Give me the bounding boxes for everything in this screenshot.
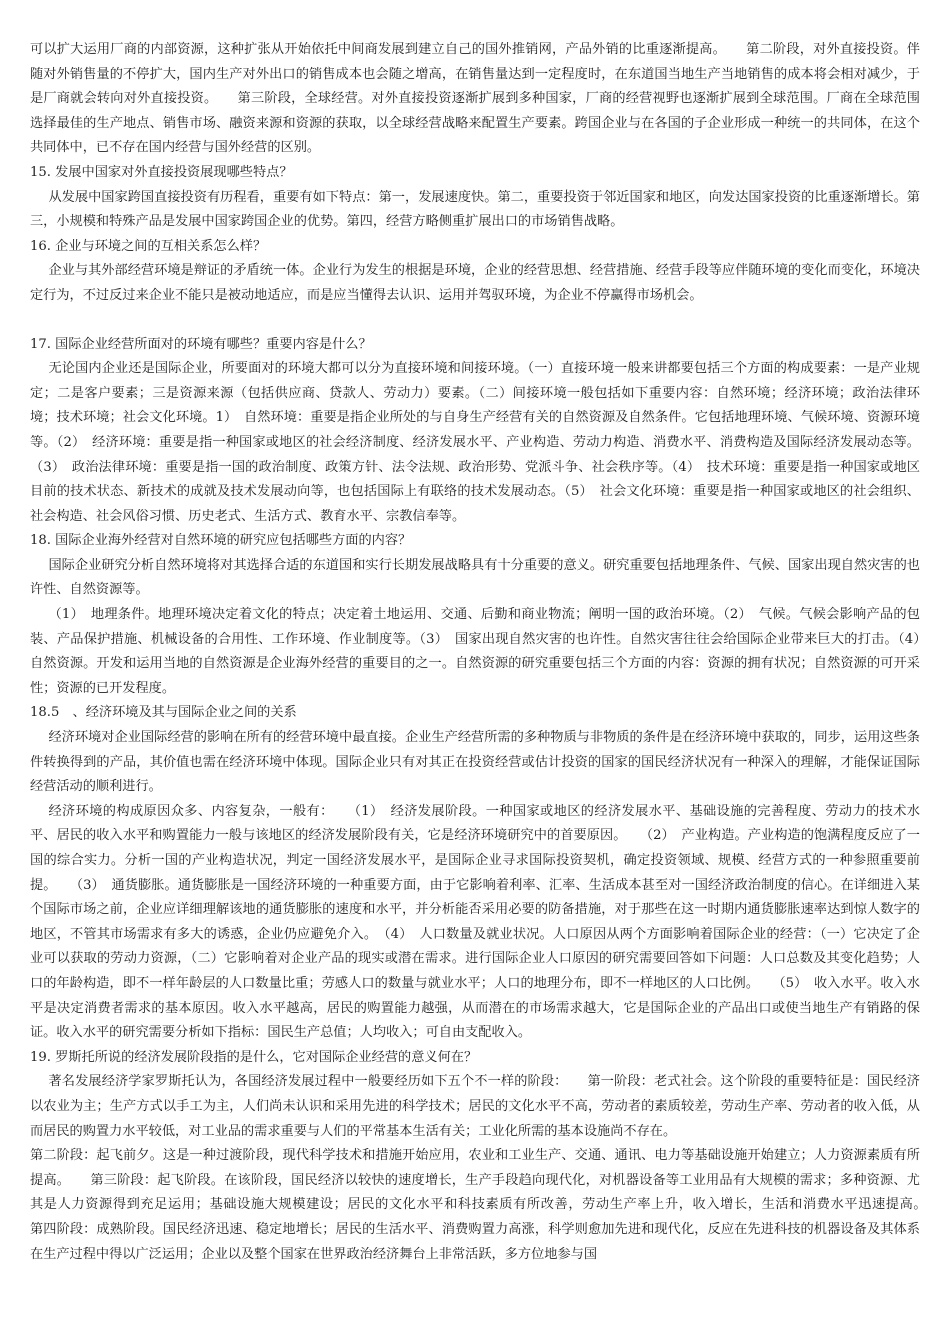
question-heading: 17. 国际企业经营所面对的环境有哪些？重要内容是什么？	[30, 336, 372, 352]
body-paragraph: 可以扩大运用厂商的内部资源，这种扩张从开始依托中间商发展到建立自己的国外推销网，产品外销的比重逐渐提高。 第二阶段，对外直接投资。伴随对外销售量的不停扩大，国内生产对外出口的销售成本也会随之增高，在销售量达到一定程度时，在东道国当地生产当地销售的成本将会相对减少，于是厂商就会转向对外直接投资。 第三阶段，全球经营。对外直接投资逐渐扩展到多种国家，厂商的经营视野也逐渐扩展到全球范围。厂商在全球范围选择最佳的生产地点、销售市场、融资来源和资源的获取，以全球经营战略来配置生产要素。跨国企业与在各国的子企业形成一种统一的共同体，在这个共同体中，已不存在国内经营与国外经营的区别。	[30, 42, 920, 156]
question-heading: 18.5 、经济环境及其与国际企业之间的关系	[30, 705, 297, 721]
body-paragraph: 第二阶段：起飞前夕。这是一种过渡阶段，现代科学技术和措施开始应用，农业和工业生产、交通、通讯、电力等基础设施开始建立；人力资源素质有所提高。 第三阶段：起飞阶段。在该阶段，国民经济以较快的速度增长，生产手段趋向现代化，对机器设备等工业用品有大规模的需求；多种资源、尤其是人力资源得到充足运用；基础设施大规模建设；居民的文化水平和科技素质有所改善，劳动生产率上升，收入增长，生活和消费水平迅速提高。 第四阶段：成熟阶段。国民经济迅速、稳定地增长；居民的生活水平、消费购置力高涨，科学则愈加先进和现代化，反应在先进科技的机器设备及其体系在生产过程中得以广泛运用；企业以及整个国家在世界政治经济舞台上非常活跃，多方位地参与国	[30, 1148, 947, 1262]
question-heading: 15. 发展中国家对外直接投资展现哪些特点？	[30, 164, 293, 180]
question-heading: 16. 企业与环境之间的互相关系怎么样？	[30, 238, 267, 254]
body-paragraph: 经济环境的构成原因众多、内容复杂，一般有： （1） 经济发展阶段。一种国家或地区的经济发展水平、基础设施的完善程度、劳动力的技术水平、居民的收入水平和购置能力一般与该地区的经济发展阶段有关，它是经济环境研究中的首要原因。 （2） 产业构造。产业构造的饱满程度反应了一国的综合实力。分析一国的产业构造状况，判定一国经济发展水平，是国际企业寻求国际投资契机，确定投资领域、规模、经营方式的一种参照重要前提。 （3） 通货膨胀。通货膨胀是一国经济环境的一种重要方面，由于它影响着利率、汇率、生活成本甚至对一国经济政治制度的信心。在详细进入某个国际市场之前，企业应详细理解该地的通货膨胀的速度和水平，并分析能否采用必要的防备措施，对于那些在这一时期内通货膨胀速率达到惊人数字的地区，不管其市场需求有多大的诱惑，企业仍应避免介入。 （4） 人口数量及就业状况。人口原因从两个方面影响着国际企业的经营：（一）它决定了企业可以获取的劳动力资源，（二）它影响着对企业产品的现实或潜在需求。进行国际企业人口原因的研究需要回答如下问题：人口总数及其变化趋势；人口的年龄构造，即不一样年龄层的人口数量比重；劳感人口的数量与就业水平；人口的地理分布，即不一样地区的人口比例。 （5） 收入水平。收入水平是决定消费者需求的基本原因。收入水平越高，居民的购置能力越强，从而潜在的市场需求越大，它是国际企业的产品出口或使当地生产有销路的保证。收入水平的研究需要分析如下指标：国民生产总值；人均收入；可自由支配收入。	[30, 803, 920, 1041]
body-paragraph: 著名发展经济学家罗斯托认为，各国经济发展过程中一般要经历如下五个不一样的阶段： 第一阶段：老式社会。这个阶段的重要特征是：国民经济以农业为主；生产方式以手工为主，人们尚未认识和采用先进的科学技术；居民的文化水平不高，劳动者的素质较差，劳动生产率、劳动者的收入低，从而居民的购置力水平较低，对工业品的需求重要与人们的平常基本生活有关；工业化所需的基本设施尚不存在。	[30, 1074, 920, 1139]
body-paragraph: 无论国内企业还是国际企业，所要面对的环境大都可以分为直接环境和间接环境。（一）直接环境一般来讲都要包括三个方面的构成要素：一是产业规定；二是客户要素；三是资源来源（包括供应商、贷款人、劳动力）要素。（二）间接环境一般包括如下重要内容：自然环境；经济环境；政治法律环境；技术环境；社会文化环境。1） 自然环境：重要是指企业所处的与自身生产经营有关的自然资源及自然条件。它包括地理环境、气候环境、资源环境等。（2） 经济环境：重要是指一种国家或地区的社会经济制度、经济发展水平、产业构造、劳动力构造、消费水平、消费构造及国际经济发展动态等。（3） 政治法律环境：重要是指一国的政治制度、政策方针、法令法规、政治形势、党派斗争、社会秩序等。（4） 技术环境：重要是指一种国家或地区目前的技术状态、新技术的成就及技术发展动向等，也包括国际上有联络的技术发展动态。（5） 社会文化环境：重要是指一种国家或地区的社会组织、社会构造、社会风俗习惯、历史老式、生活方式、教育水平、宗教信奉等。	[30, 361, 920, 524]
body-paragraph: 企业与其外部经营环境是辩证的矛盾统一体。企业行为发生的根据是环境，企业的经营思想、经营措施、经营手段等应伴随环境的变化而变化，环境决定行为，不过反过来企业不能只是被动地适应，而是应当懂得去认识、运用并驾驭环境，为企业不停赢得市场机会。	[30, 263, 920, 303]
body-paragraph: （1） 地理条件。地理环境决定着文化的特点；决定着土地运用、交通、后勤和商业物流；阐明一国的政治环境。（2） 气候。气候会影响产品的包装、产品保护措施、机械设备的合用性、工作环境、作业制度等。（3） 国家出现自然灾害的也许性。自然灾害往往会给国际企业带来巨大的打击。（4） 自然资源。开发和运用当地的自然资源是企业海外经营的重要目的之一。自然资源的研究重要包括三个方面的内容：资源的拥有状况；自然资源的可开采性；资源的已开发程度。	[30, 607, 934, 696]
body-paragraph: 国际企业研究分析自然环境将对其选择合适的东道国和实行长期发展战略具有十分重要的意义。研究重要包括地理条件、气候、国家出现自然灾害的也许性、自然资源等。	[30, 557, 920, 598]
question-heading: 19. 罗斯托所说的经济发展阶段指的是什么，它对国际企业经营的意义何在？	[30, 1049, 478, 1065]
paragraph-spacer	[30, 309, 920, 333]
body-paragraph: 经济环境对企业国际经营的影响在所有的经营环境中最直接。企业生产经营所需的多种物质与非物质的条件是在经济环境中获取的，同步，运用这些条件转换得到的产品，其价值也需在经济环境中体现。国际企业只有对其正在投资经营或估计投资的国家的国民经济状况有一种深入的理解，才能保证国际经营活动的顺利进行。	[30, 730, 920, 795]
body-paragraph: 从发展中国家跨国直接投资有历程看，重要有如下特点：第一，发展速度快。第二，重要投资于邻近国家和地区，向发达国家投资的比重逐渐增长。第三，小规模和特殊产品是发展中国家跨国企业的优势。第四，经营方略侧重扩展出口的市场销售战略。	[30, 189, 920, 230]
question-heading: 18. 国际企业海外经营对自然环境的研究应包括哪些方面的内容？	[30, 533, 412, 549]
